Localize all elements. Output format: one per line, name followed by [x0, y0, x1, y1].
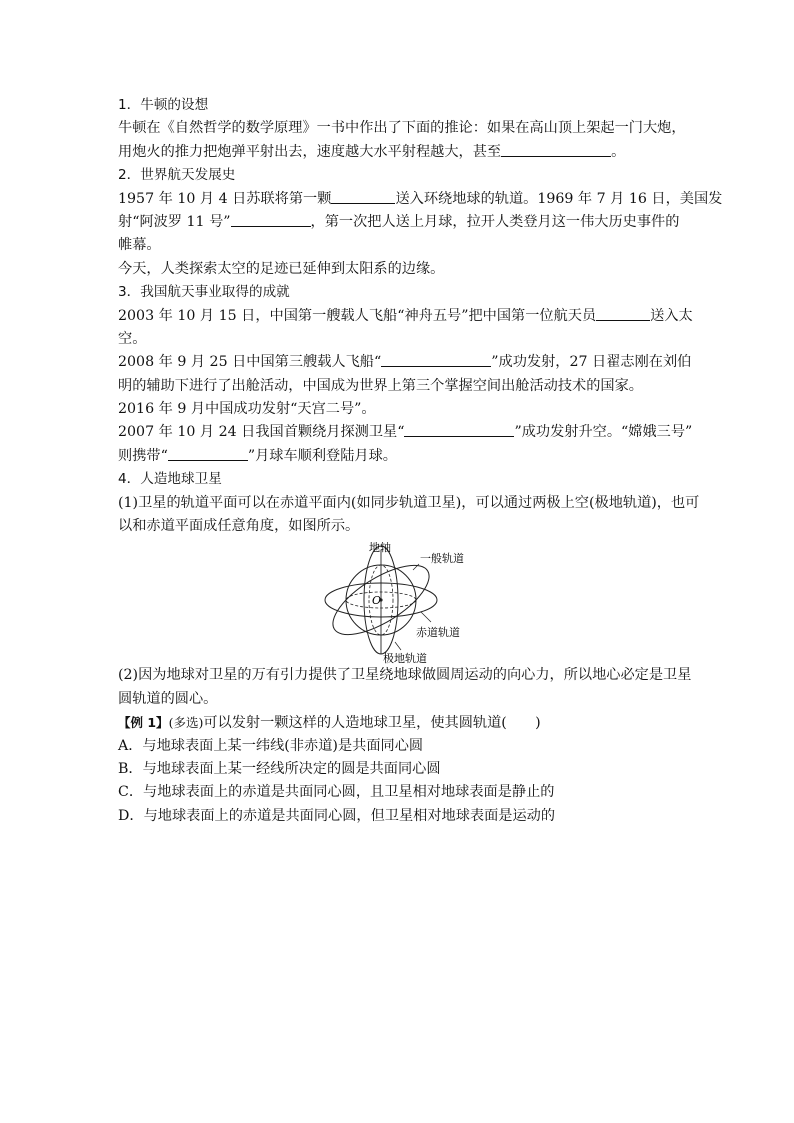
paragraph-line — [118, 351, 692, 374]
text: 2007 年 10 月 24 日我国首颗绕月探测卫星“ — [118, 424, 405, 441]
text: 。 — [611, 143, 626, 160]
paragraph-line — [118, 141, 678, 164]
orbit-diagram-svg — [323, 542, 483, 664]
multi-select-tag: (多选) — [168, 715, 204, 731]
paragraph-line — [118, 211, 678, 234]
answer-option-c[interactable]: C．与地球表面上的赤道是共面同心圆，且卫星相对地球表面是静止的 — [118, 784, 555, 801]
paragraph-line — [118, 421, 693, 444]
paragraph-line — [118, 305, 693, 328]
text: ”成功发射，27 日翟志刚在刘伯 — [491, 354, 692, 371]
fill-blank[interactable] — [596, 306, 650, 321]
paragraph-line: (1)卫星的轨道平面可以在赤道平面内(如同步轨道卫星)，可以通过两极上空(极地轨道)，也可 — [118, 494, 700, 511]
paragraph-line — [118, 445, 678, 468]
text: 2008 年 9 月 25 日中国第三艘载人飞船“ — [118, 354, 382, 371]
text: 2003 年 10 月 15 日，中国第一艘载人飞船“神舟五号”把中国第一位航天员 — [118, 307, 597, 324]
general-orbit-label: 一般轨道 — [420, 552, 464, 566]
equatorial-orbit-leader — [421, 612, 431, 622]
section-heading-achievements: 3．我国航天事业取得的成就 — [118, 284, 290, 301]
text: 1957 年 10 月 4 日苏联将第一颗 — [118, 190, 332, 207]
polar-orbit-label: 极地轨道 — [383, 652, 427, 665]
fill-blank[interactable] — [231, 212, 311, 227]
paragraph-line: 明的辅助下进行了出舱活动，中国成为世界上第三个掌握空间出舱活动技术的国家。 — [118, 377, 643, 394]
fill-blank[interactable] — [168, 446, 248, 461]
paragraph-line: 以和赤道平面成任意角度，如图所示。 — [118, 518, 360, 535]
section-heading-history: 2．世界航天发展史 — [118, 167, 236, 184]
polar-orbit-leader — [395, 642, 401, 650]
example-question — [118, 711, 678, 734]
axis-label: 地轴 — [369, 542, 391, 555]
text: 送入太 — [650, 307, 693, 324]
example-tag: 【例 1】 — [118, 715, 169, 731]
example-question-text: 可以发射一颗这样的人造地球卫星，使其圆轨道( ) — [203, 715, 541, 732]
paragraph-line: 今天，人类探索太空的足迹已延伸到太阳系的边缘。 — [118, 260, 445, 277]
fill-blank[interactable] — [501, 142, 611, 157]
paragraph-line — [118, 188, 723, 211]
paragraph-line: 帷幕。 — [118, 237, 161, 254]
section-heading-satellites: 4．人造地球卫星 — [118, 471, 222, 488]
fill-blank[interactable] — [404, 422, 514, 437]
text: 则携带“ — [118, 447, 168, 464]
answer-option-d[interactable]: D．与地球表面上的赤道是共面同心圆，但卫星相对地球表面是运动的 — [118, 807, 556, 824]
text: 用炮火的推力把炮弹平射出去，速度越大水平射程越大，甚至 — [118, 143, 502, 160]
paragraph-line: 空。 — [118, 330, 147, 347]
text: 牛顿在《自然哲学的数学原理》一书中作出了下面的推论：如果在高山顶上架起一门大炮， — [118, 120, 686, 137]
text: ”成功发射升空。“嫦娥三号” — [514, 424, 693, 441]
paragraph-line: 圆轨道的圆心。 — [118, 690, 218, 707]
answer-option-a[interactable]: A．与地球表面上某一纬线(非赤道)是共面同心圆 — [118, 737, 424, 754]
text: 送入环绕地球的轨道。1969 年 7 月 16 日，美国发 — [395, 190, 723, 207]
paragraph-line: 2016 年 9 月中国成功发射“天宫二号”。 — [118, 401, 376, 418]
orbit-diagram — [118, 542, 678, 664]
text: 射“阿波罗 11 号” — [118, 213, 231, 230]
center-label: O — [372, 594, 382, 608]
text: ，第一次把人送上月球，拉开人类登月这一伟大历史事件的 — [310, 213, 680, 230]
section-heading-newton: 1．牛顿的设想 — [118, 97, 209, 113]
paragraph-line: (2)因为地球对卫星的万有引力提供了卫星绕地球做圆周运动的向心力，所以地心必定是卫星 — [118, 667, 692, 684]
equatorial-orbit-label: 赤道轨道 — [416, 626, 460, 640]
text: ”月球车顺利登陆月球。 — [247, 447, 397, 464]
fill-blank[interactable] — [331, 189, 395, 204]
paragraph-line — [118, 117, 686, 140]
document-page — [118, 94, 723, 828]
fill-blank[interactable] — [381, 352, 491, 367]
answer-option-b[interactable]: B．与地球表面上某一经线所决定的圆是共面同心圆 — [118, 760, 441, 777]
